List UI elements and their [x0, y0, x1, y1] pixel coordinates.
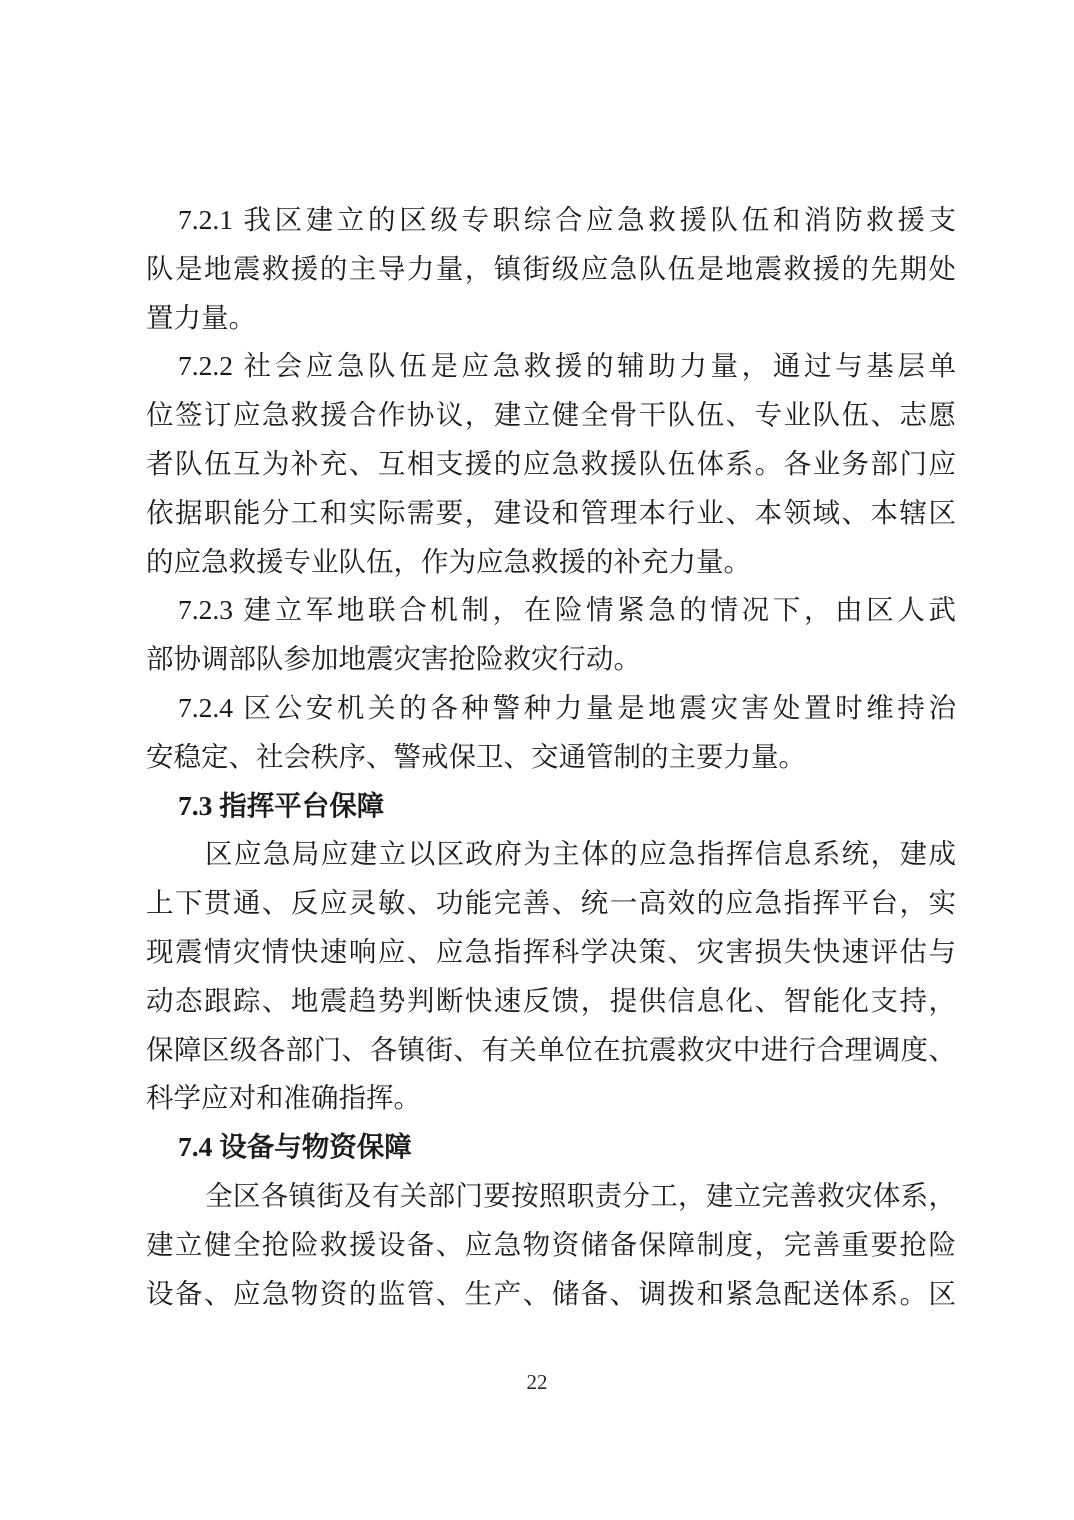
text-line: 建立健全抢险救援设备、应急物资储备保障制度，完善重要抢险: [146, 1228, 956, 1260]
text-line: 队是地震救援的主导力量，镇街级应急队伍是地震救援的先期处: [146, 252, 956, 284]
section-heading: 7.4 设备与物资保障: [178, 1131, 412, 1163]
text-line: 者队伍互为补充、互相支援的应急救援队伍体系。各业务部门应: [146, 447, 956, 479]
text-line: 全区各镇街及有关部门要按照职责分工，建立完善救灾体系，: [205, 1179, 956, 1211]
text-line: 保障区级各部门、各镇街、有关单位在抗震救灾中进行合理调度、: [146, 1033, 956, 1065]
text-line: 7.2.3 建立军地联合机制，在险情紧急的情况下，由区人武: [178, 594, 956, 626]
heading-7-4: [146, 1123, 956, 1172]
text-line: 动态跟踪、地震趋势判断快速反馈，提供信息化、智能化支持，: [146, 984, 956, 1016]
paragraph-7-2-1: [146, 196, 956, 342]
text-line: 7.2.2 社会应急队伍是应急救援的辅助力量，通过与基层单: [178, 350, 956, 382]
text-line: 科学应对和准确指挥。: [146, 1082, 421, 1114]
paragraph-7-2-4: [146, 684, 956, 782]
text-line: 部协调部队参加地震灾害抢险救灾行动。: [146, 643, 641, 675]
paragraph-7-2-2: [146, 342, 956, 586]
document-body: [146, 196, 956, 1318]
text-line: 设备、应急物资的监管、生产、储备、调拨和紧急配送体系。区: [146, 1277, 956, 1309]
paragraph-equipment-supplies: [146, 1172, 956, 1318]
text-line: 的应急救援专业队伍，作为应急救援的补充力量。: [146, 545, 751, 577]
text-line: 现震情灾情快速响应、应急指挥科学决策、灾害损失快速评估与: [146, 935, 956, 967]
text-line: 上下贯通、反应灵敏、功能完善、统一高效的应急指挥平台，实: [146, 887, 956, 919]
paragraph-7-2-3: [146, 586, 956, 684]
text-line: 位签订应急救援合作协议，建立健全骨干队伍、专业队伍、志愿: [146, 399, 956, 431]
text-line: 7.2.4 区公安机关的各种警种力量是地震灾害处置时维持治: [178, 691, 956, 723]
heading-7-3: [146, 782, 956, 831]
text-line: 置力量。: [146, 301, 256, 333]
text-line: 区应急局应建立以区政府为主体的应急指挥信息系统，建成: [205, 838, 956, 870]
text-line: 依据职能分工和实际需要，建设和管理本行业、本领域、本辖区: [146, 496, 956, 528]
text-line: 安稳定、社会秩序、警戒保卫、交通管制的主要力量。: [146, 740, 806, 772]
paragraph-command-platform: [146, 830, 956, 1123]
text-line: 7.2.1 我区建立的区级专职综合应急救援队伍和消防救援支: [178, 204, 956, 235]
page-number: 22: [526, 1370, 548, 1394]
section-heading: 7.3 指挥平台保障: [178, 789, 385, 821]
